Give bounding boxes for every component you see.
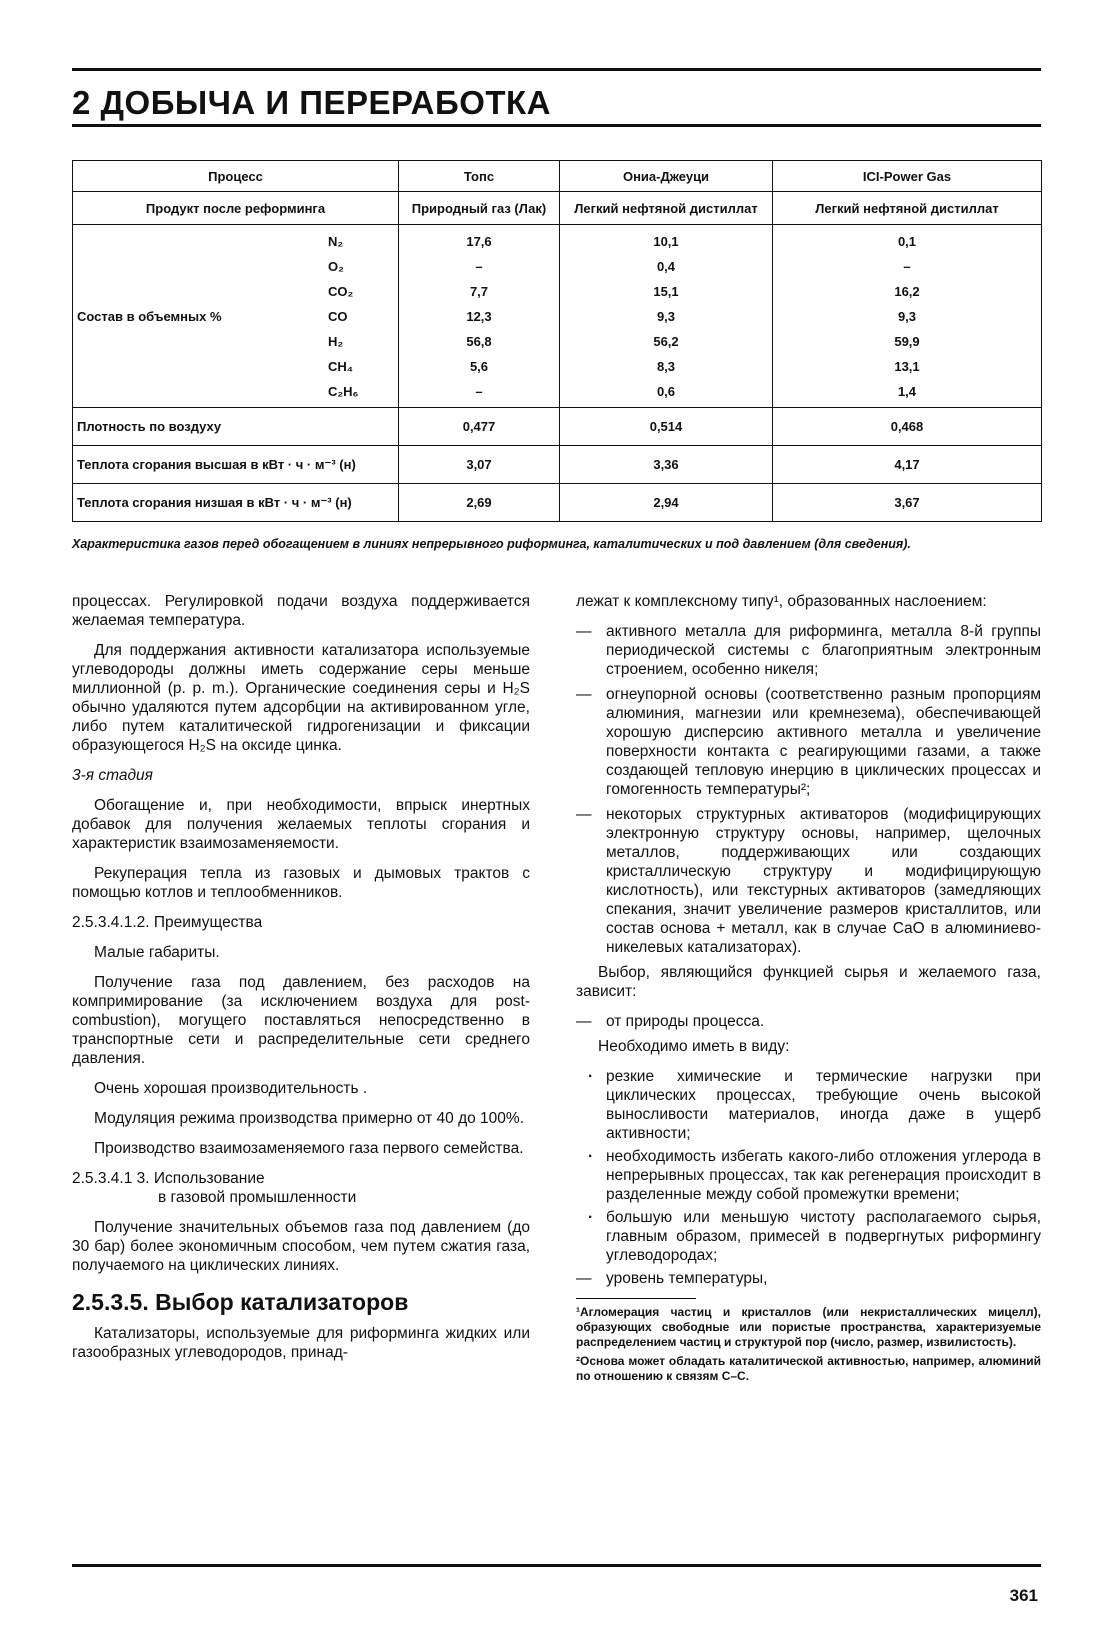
table-cell: 0,6	[656, 383, 676, 399]
footnote: ²Основа может обладать каталитической активностью, например, алюминий по отношению к связям C–C.	[576, 1354, 1041, 1383]
table-cell: 56,2	[653, 333, 679, 349]
table-cell: 16,2	[894, 283, 920, 299]
header-rule	[72, 124, 1041, 127]
table-cell: 10,1	[653, 233, 679, 249]
table-cell: 2,69	[399, 484, 560, 522]
paragraph: Для поддержания активности катализатора используемые углеводороды должны иметь содержание серы меньше миллионной (p. p. m.). Органические соединения серы и H₂S обычно удаляются путем адсорбции на активированном угле, либо путем каталитической гидрогенизации и фиксации образующегося H₂S на оксиде цинка.	[72, 642, 530, 754]
paragraph: Производство взаимозаменяемого газа первого семейства.	[94, 1140, 524, 1157]
subsection-title: 2.5.3.5. Выбор катализаторов	[72, 1289, 409, 1315]
paragraph: Модуляция режима производства примерно от 40 до 100%.	[94, 1110, 524, 1127]
header-cell: Легкий нефтяной дистиллат	[560, 192, 773, 225]
table-cell: 3,36	[560, 446, 773, 484]
table-cell: 0,468	[773, 408, 1042, 446]
header-cell: ICI-Power Gas	[773, 161, 1042, 192]
dash-item: — некоторых структурных активаторов (модифицирующих электронную структуру основы, например, щелочных металлов, поддерживающих или создающих кристаллическую структуру и модифицирующую кислотность), или текстурных активаторов (замедляющих спекания, значит увеличение размеров кристаллитов, или состав основа + металл, как в случае CaO в алюминиево-никелевых катализаторах).	[576, 805, 1041, 957]
paragraph: Рекуперация тепла из газовых и дымовых трактов с помощью котлов и теплообменников.	[72, 865, 530, 901]
header-cell: Легкий нефтяной дистиллат	[773, 192, 1042, 225]
footnote-rule	[576, 1298, 696, 1299]
paragraph: Очень хорошая производительность .	[94, 1080, 368, 1097]
paragraph: Получение значительных объемов газа под давлением (до 30 бар) более экономичным способом, чем путем сжатия газа, получаемого на циклических линиях.	[72, 1219, 530, 1274]
gas-characteristics-table	[72, 160, 1042, 522]
values-ici-power-gas	[773, 225, 1042, 408]
paragraph: Получение газа под давлением, без расходов на компримирование (за исключением воздуха для post-combustion), могущего поставляться непосредственно в транспортные сети и распределительные сети среднего давления.	[72, 974, 530, 1067]
dash-item: — активного металла для риформинга, металла 8-й группы периодической системы с благоприятным электронным строением, особенно никеля;	[576, 622, 1041, 679]
paragraph: лежат к комплексному типу¹, образованных наслоением:	[576, 593, 987, 610]
table-cell: 3,67	[773, 484, 1042, 522]
row-label: Плотность по воздуху	[73, 408, 399, 446]
table-cell: 17,6	[466, 233, 492, 249]
composition-label: Состав в объемных %	[77, 308, 222, 324]
table-row	[73, 446, 1042, 484]
component-name: H₂	[328, 333, 344, 349]
bottom-rule	[72, 1564, 1041, 1567]
table-cell: –	[475, 258, 483, 274]
chapter-title: 2 ДОБЫЧА И ПЕРЕРАБОТКА	[72, 84, 552, 121]
table-row	[73, 192, 1042, 225]
table-cell: 9,3	[897, 308, 917, 324]
component-name: C₂H₆	[328, 383, 359, 399]
paragraph: Катализаторы, используемые для риформинга жидких или газообразных углеводородов, принад-	[72, 1325, 530, 1361]
table-cell: 0,1	[897, 233, 917, 249]
table-cell: 4,17	[773, 446, 1042, 484]
table-row	[73, 408, 1042, 446]
header-cell: Природный газ (Лак)	[399, 192, 560, 225]
paragraph: Обогащение и, при необходимости, впрыск инертных добавок для получения желаемых теплоты сгорания и характеристик взаимозаменяемости.	[72, 797, 530, 852]
table-cell: 0,514	[560, 408, 773, 446]
paragraph: Необходимо иметь в виду:	[598, 1038, 790, 1055]
table-cell: 12,3	[466, 308, 492, 324]
table-row	[73, 225, 1042, 408]
dash-item: — от природы процесса.	[576, 1012, 1041, 1031]
header-cell: Топс	[399, 161, 560, 192]
component-name: CO₂	[328, 283, 354, 299]
table-caption: Характеристика газов перед обогащением в линиях непрерывного риформинга, каталитических и под давлением (для сведения).	[72, 537, 911, 551]
table-cell: 5,6	[469, 358, 489, 374]
page-number: 361	[1009, 1586, 1038, 1605]
paragraph: процессах. Регулировкой подачи воздуха поддерживается желаемая температура.	[72, 593, 530, 629]
table-cell: 9,3	[656, 308, 676, 324]
section-heading-line: 2.5.3.4.1 3. Использование	[72, 1170, 265, 1187]
stage-heading: 3-я стадия	[72, 767, 153, 784]
footnote: ¹Агломерация частиц и кристаллов (или некристаллических мицелл), образующих свободные или пористые пространства, характеризуемые распределением частиц и структурой пор (число, размер, извилистость).	[576, 1305, 1041, 1349]
left-column	[72, 592, 530, 1373]
table-cell: 0,4	[656, 258, 676, 274]
row-label: Теплота сгорания низшая в кВт · ч · м⁻³ (н)	[73, 484, 399, 522]
composition-cell	[73, 225, 399, 408]
right-column	[576, 592, 1041, 1388]
table-cell: 1,4	[897, 383, 917, 399]
bullet-item: · резкие химические и термические нагрузки при циклических процессах, требующие очень высокой выносливости материалов, иногда даже в ущерб активности;	[576, 1067, 1041, 1143]
table-cell: 56,8	[466, 333, 492, 349]
header-cell: Ониа-Джеуци	[560, 161, 773, 192]
section-heading: 2.5.3.4.1.2. Преимущества	[72, 914, 263, 931]
component-name: O₂	[328, 258, 344, 274]
bullet-item: · большую или меньшую чистоту располагаемого сырья, главным образом, примесей в подвергнутых риформингу углеводородах;	[576, 1208, 1041, 1265]
section-heading-line: в газовой промышленности	[158, 1189, 357, 1206]
section-heading	[72, 1169, 530, 1207]
component-name: CO	[328, 308, 348, 324]
top-rule	[72, 68, 1041, 71]
table-cell: 7,7	[469, 283, 489, 299]
values-topsoe	[399, 225, 560, 408]
table-cell: 8,3	[656, 358, 676, 374]
row-label: Теплота сгорания высшая в кВт · ч · м⁻³ (н)	[73, 446, 399, 484]
paragraph: Малые габариты.	[94, 944, 220, 961]
table-cell: 15,1	[653, 283, 679, 299]
table-row	[73, 161, 1042, 192]
table-row	[73, 484, 1042, 522]
table-cell: 2,94	[560, 484, 773, 522]
table-cell: 13,1	[894, 358, 920, 374]
component-name: N₂	[328, 233, 344, 249]
table-cell: –	[475, 383, 483, 399]
component-name: CH₄	[328, 358, 353, 374]
table-cell: 3,07	[399, 446, 560, 484]
header-cell: Процесс	[73, 161, 399, 192]
dash-item: — уровень температуры,	[576, 1269, 1041, 1288]
header-cell: Продукт после реформинга	[73, 192, 399, 225]
bullet-item: · необходимость избегать какого-либо отложения углерода в непрерывных процессах, так как регенерация происходит в разделенные между собой промежутки времени;	[576, 1147, 1041, 1204]
dash-item: — огнеупорной основы (соответственно разным пропорциям алюминия, магнезии или кремнезема), обеспечивающей хорошую дисперсию активного металла и увеличение поверхности контакта с реагирующими газами, а также создающей тепловую инерцию в циклических процессах и гомогенность температуры²;	[576, 685, 1041, 799]
table-cell: 59,9	[894, 333, 920, 349]
paragraph: Выбор, являющийся функцией сырья и желаемого газа, зависит:	[576, 964, 1041, 1000]
table-cell: –	[903, 258, 911, 274]
values-onia-gegi	[560, 225, 773, 408]
table-cell: 0,477	[399, 408, 560, 446]
